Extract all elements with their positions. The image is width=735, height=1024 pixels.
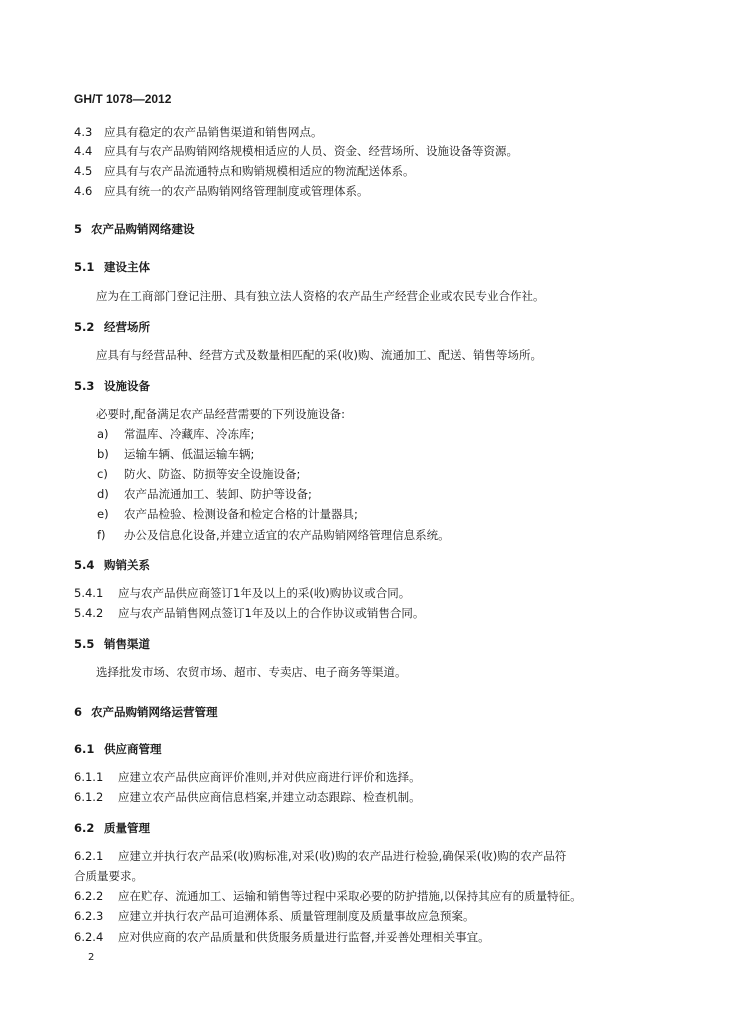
subsection-number: 6.1 [74, 742, 95, 756]
list-item-b [97, 446, 254, 462]
clause-6-1-2 [74, 789, 421, 805]
list-item-d [97, 486, 312, 502]
clause-text: 应具有统一的农产品购销网络管理制度或管理体系。 [104, 184, 369, 198]
subsection-title: 建设主体 [104, 260, 150, 274]
list-marker: c) [97, 467, 108, 481]
clause-text: 应建立并执行农产品可追溯体系、质量管理制度及质量事故应急预案。 [118, 909, 475, 923]
paragraph-5-5: 选择批发市场、农贸市场、超市、专卖店、电子商务等渠道。 [96, 665, 407, 679]
clause-number: 6.2.2 [74, 889, 104, 903]
clause-text: 应建立农产品供应商信息档案,并建立动态跟踪、检查机制。 [118, 790, 421, 804]
subsection-5-4-heading [74, 557, 150, 573]
clause-6-2-4 [74, 929, 490, 945]
subsection-5-3-heading [74, 378, 150, 394]
section-5-heading [74, 221, 195, 237]
list-marker: b) [97, 447, 109, 461]
list-text: 办公及信息化设备,并建立适宜的农产品购销网络管理信息系统。 [124, 528, 450, 542]
clause-4-5 [74, 163, 415, 179]
clause-number: 4.5 [74, 164, 93, 178]
list-item-c [97, 466, 300, 482]
clause-text: 应具有稳定的农产品销售渠道和销售网点。 [104, 125, 323, 139]
subsection-title: 购销关系 [104, 558, 150, 572]
clause-number: 5.4.2 [74, 606, 104, 620]
clause-number: 5.4.1 [74, 586, 104, 600]
clause-text: 应具有与农产品流通特点和购销规模相适应的物流配送体系。 [104, 164, 415, 178]
clause-text: 应在贮存、流通加工、运输和销售等过程中采取必要的防护措施,以保持其应有的质量特征。 [118, 889, 582, 903]
paragraph-5-1: 应为在工商部门登记注册、具有独立法人资格的农产品生产经营企业或农民专业合作社。 [96, 289, 545, 303]
clause-number: 4.6 [74, 184, 93, 198]
subsection-number: 5.2 [74, 320, 95, 334]
clause-6-2-1-continuation: 合质量要求。 [74, 869, 143, 883]
clause-text: 应对供应商的农产品质量和供货服务质量进行监督,并妥善处理相关事宜。 [118, 930, 490, 944]
clause-5-4-2 [74, 605, 424, 621]
clause-number: 6.2.3 [74, 909, 104, 923]
subsection-5-2-heading [74, 319, 150, 335]
subsection-title: 销售渠道 [104, 637, 150, 651]
clause-4-4 [74, 143, 518, 159]
standard-code-header: GH/T 1078—2012 [74, 92, 172, 106]
clause-number: 6.1.2 [74, 790, 104, 804]
subsection-number: 5.3 [74, 379, 95, 393]
section-number: 5 [74, 222, 83, 236]
list-text: 防火、防盗、防损等安全设施设备; [124, 467, 301, 481]
subsection-title: 质量管理 [104, 821, 150, 835]
section-title: 农产品购销网络运营管理 [91, 705, 218, 719]
section-title: 农产品购销网络建设 [91, 222, 195, 236]
list-item-f [97, 527, 450, 543]
clause-6-2-2 [74, 888, 582, 904]
clause-5-4-1 [74, 585, 410, 601]
clause-4-6 [74, 183, 369, 199]
subsection-number: 5.5 [74, 637, 95, 651]
subsection-title: 供应商管理 [104, 742, 162, 756]
clause-6-2-3 [74, 908, 475, 924]
subsection-number: 6.2 [74, 821, 95, 835]
list-text: 农产品流通加工、装卸、防护等设备; [124, 487, 312, 501]
clause-text: 应与农产品销售网点签订1年及以上的合作协议或销售合同。 [118, 606, 425, 620]
list-marker: a) [97, 427, 109, 441]
clause-text: 应与农产品供应商签订1年及以上的采(收)购协议或合同。 [118, 586, 411, 600]
list-text: 常温库、冷藏库、冷冻库; [124, 427, 255, 441]
list-marker: f) [97, 528, 106, 542]
subsection-6-2-heading [74, 820, 150, 836]
clause-number: 6.2.1 [74, 849, 104, 863]
list-item-a [97, 426, 254, 442]
list-item-e [97, 506, 358, 522]
paragraph-5-3: 必要时,配备满足农产品经营需要的下列设施设备: [96, 407, 346, 421]
clause-text: 应建立农产品供应商评价准则,并对供应商进行评价和选择。 [118, 770, 421, 784]
list-text: 农产品检验、检测设备和检定合格的计量器具; [124, 507, 358, 521]
clause-number: 6.2.4 [74, 930, 104, 944]
clause-number: 6.1.1 [74, 770, 104, 784]
section-number: 6 [74, 705, 83, 719]
list-marker: d) [97, 487, 109, 501]
subsection-5-1-heading [74, 259, 150, 275]
list-marker: e) [97, 507, 109, 521]
subsection-number: 5.1 [74, 260, 95, 274]
subsection-6-1-heading [74, 741, 162, 757]
subsection-title: 经营场所 [104, 320, 150, 334]
subsection-title: 设施设备 [104, 379, 150, 393]
list-text: 运输车辆、低温运输车辆; [124, 447, 255, 461]
clause-6-1-1 [74, 769, 421, 785]
subsection-number: 5.4 [74, 558, 95, 572]
page-number: 2 [88, 952, 95, 963]
subsection-5-5-heading [74, 636, 150, 652]
clause-text: 应建立并执行农产品采(收)购标准,对采(收)购的农产品进行检验,确保采(收)购的农产品符 [118, 849, 567, 863]
paragraph-5-2: 应具有与经营品种、经营方式及数量相匹配的采(收)购、流通加工、配送、销售等场所。 [96, 348, 542, 362]
section-6-heading [74, 704, 218, 720]
clause-6-2-1 [74, 848, 566, 864]
clause-4-3 [74, 124, 323, 140]
clause-number: 4.4 [74, 144, 93, 158]
clause-number: 4.3 [74, 125, 93, 139]
clause-text: 应具有与农产品购销网络规模相适应的人员、资金、经营场所、设施设备等资源。 [104, 144, 518, 158]
